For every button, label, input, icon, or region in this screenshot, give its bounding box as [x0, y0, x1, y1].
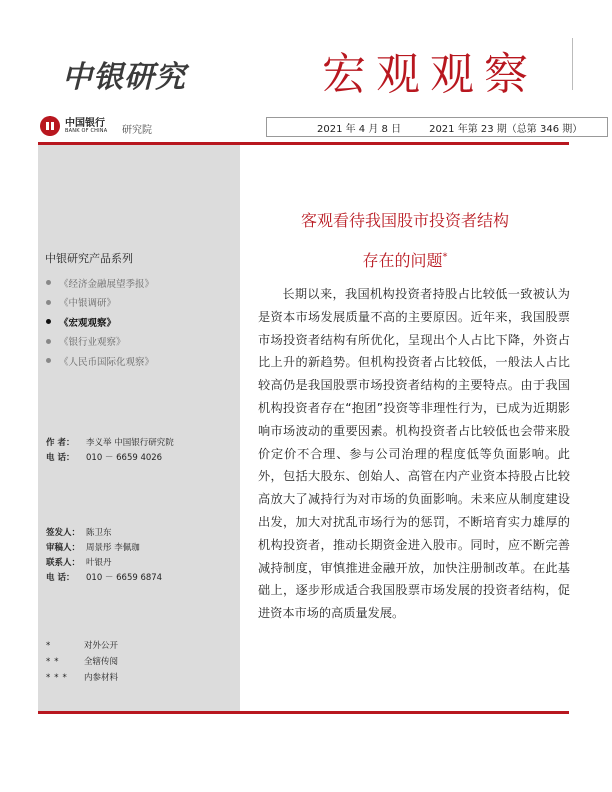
contact-phone-line	[46, 571, 162, 586]
series-item-label: 《经济金融展望季报》	[59, 278, 155, 290]
level-stars: **	[46, 657, 63, 667]
phone-value: 010 － 6659 4026	[86, 453, 163, 463]
bank-of-china-emblem-icon	[40, 116, 60, 136]
article-body: 长期以来，我国机构投资者持股占比较低一致被认为是资本市场发展质量不高的主要原因。近年来，我国股票市场投资者结构有所优化，呈现出个人占比下降，外资占比上升的新趋势。但机构投资者占比较低，一般法人占比较高仍是我国股票市场投资者结构的主要特点。由于我国机构投资者存在“抱团”投资等非理性行为，已成为近期影响市场波动的重要因素。机构投资者占比较低也会带来股价定价不合理、参与公司治理的程度低等负面影响。此外，包括大股东、创始人、高管在内产业资本持股占比较高放大了减持行为对市场的负面影响。未来应从制度建设出发，加大对扰乱市场行为的惩罚，不断培育实力雄厚的机构投资者，推动长期资金进入股市。同时，应不断完善减持制度，审慎推进金融开放，加快注册制改革。在此基础上，逐步形成适合我国股票市场发展的投资者结构，促进资本市场的高质量发展。	[258, 287, 570, 621]
signer-value: 陈卫东	[86, 528, 112, 538]
level-stars: *	[46, 641, 55, 651]
article-title-line-1: 客观看待我国股市投资者结构	[300, 211, 509, 230]
bullet-icon	[46, 339, 51, 344]
bullet-icon	[46, 280, 51, 285]
bullet-icon	[46, 319, 51, 324]
logo-text	[65, 119, 107, 134]
series-item	[46, 273, 154, 293]
author-line	[46, 436, 174, 451]
series-item	[46, 351, 154, 371]
level-row	[46, 654, 118, 670]
sidebar	[38, 145, 240, 711]
series-item	[46, 332, 154, 352]
level-stars: ***	[46, 673, 71, 683]
contact-line	[46, 556, 162, 571]
logo-name-cn: 中国银行	[65, 117, 105, 129]
series-item	[46, 293, 154, 313]
series-list	[46, 273, 154, 371]
reviewer-value: 周景彤 李佩珈	[86, 543, 140, 553]
bullet-icon	[46, 358, 51, 363]
series-item-label: 《中银调研》	[59, 298, 117, 310]
reviewer-key: 审稿人：	[46, 543, 81, 553]
level-row	[46, 670, 118, 686]
level-label: 内参材料	[84, 673, 119, 683]
author-block	[46, 436, 174, 466]
series-item-label: 《银行业观察》	[59, 337, 126, 349]
reviewer-line	[46, 541, 162, 556]
signer-line	[46, 526, 162, 541]
author-key: 作 者：	[46, 438, 75, 448]
article-title-line-2	[240, 248, 570, 271]
level-label: 全辖传阅	[84, 657, 119, 667]
approval-block	[46, 526, 162, 586]
distribution-levels	[46, 638, 118, 686]
article-title-text: 存在的问题	[362, 251, 443, 270]
contact-key: 联系人：	[46, 558, 81, 568]
level-label: 对外公开	[84, 641, 119, 651]
bank-logo	[40, 116, 107, 136]
publication-title: 宏观观察	[322, 49, 538, 100]
institute-label: 研究院	[122, 125, 152, 136]
logo-name-en: BANK OF CHINA	[65, 127, 108, 134]
issue-number: 2021 年第 23 期（总第 346 期）	[429, 123, 583, 135]
issue-info-box	[266, 117, 608, 137]
signer-key: 签发人：	[46, 528, 81, 538]
level-row	[46, 638, 118, 654]
series-item-label: 《人民币国际化观察》	[59, 356, 155, 368]
bottom-red-rule	[38, 711, 569, 714]
contact-value: 叶银丹	[86, 558, 112, 568]
phone-key: 电 话：	[46, 453, 75, 463]
author-phone-line	[46, 451, 174, 466]
brand-wordmark: 中银研究	[62, 60, 186, 95]
issue-date: 2021 年 4 月 8 日	[317, 123, 402, 135]
bullet-icon	[46, 300, 51, 305]
series-item-label: 《宏观观察》	[59, 317, 117, 329]
series-title: 中银研究产品系列	[45, 252, 133, 265]
phone-key: 电 话：	[46, 573, 75, 583]
author-value: 李义举 中国银行研究院	[86, 438, 174, 448]
footnote-mark: *	[442, 251, 448, 263]
header-divider	[572, 38, 573, 90]
phone-value: 010 － 6659 6874	[86, 573, 163, 583]
series-item-active	[46, 312, 154, 332]
